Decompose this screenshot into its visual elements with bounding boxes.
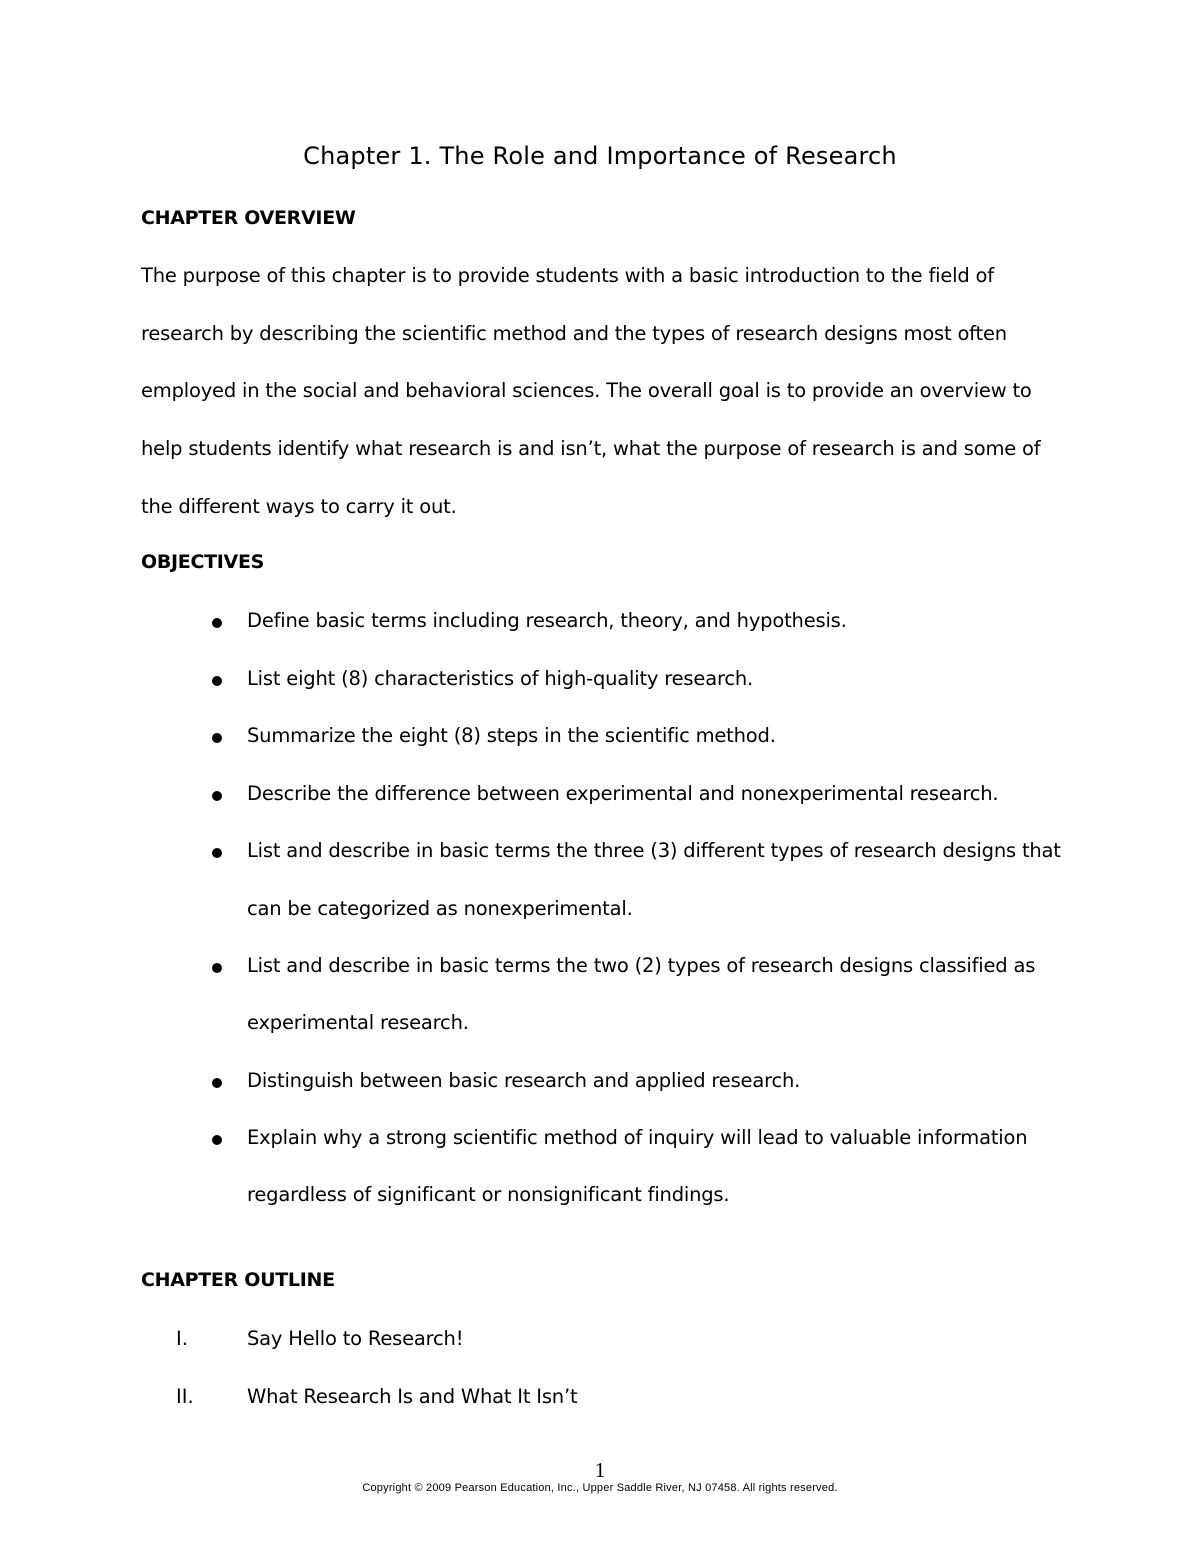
overview-line: employed in the social and behavioral sciences. The overall goal is to provide an overview to	[141, 379, 1032, 402]
list-item-continuation: can be categorized as nonexperimental.	[247, 897, 633, 920]
objectives-heading: OBJECTIVES	[141, 551, 265, 573]
overview-heading: CHAPTER OVERVIEW	[141, 207, 356, 229]
bullet-icon	[212, 1078, 222, 1088]
overview-line: The purpose of this chapter is to provide students with a basic introduction to the field of	[141, 264, 994, 287]
list-item: Distinguish between basic research and applied research.	[247, 1069, 801, 1092]
outline-numeral: I.	[176, 1327, 188, 1350]
bullet-icon	[212, 1135, 222, 1145]
outline-numeral: II.	[176, 1385, 194, 1408]
bullet-icon	[212, 848, 222, 858]
bullet-icon	[212, 791, 222, 801]
list-item: Summarize the eight (8) steps in the scientific method.	[247, 724, 776, 747]
list-item: Describe the difference between experimental and nonexperimental research.	[247, 782, 999, 805]
outline-item: What Research Is and What It Isn’t	[247, 1385, 578, 1408]
overview-line: help students identify what research is and isn’t, what the purpose of research is and some of	[141, 437, 1041, 460]
page-number: 1	[594, 1458, 606, 1482]
bullet-icon	[212, 733, 222, 743]
overview-line: research by describing the scientific method and the types of research designs most often	[141, 322, 1007, 345]
list-item: List and describe in basic terms the two (2) types of research designs classified as	[247, 954, 1036, 977]
bullet-icon	[212, 676, 222, 686]
bullet-icon	[212, 618, 222, 628]
list-item-continuation: experimental research.	[247, 1011, 469, 1034]
outline-item: Say Hello to Research!	[247, 1327, 464, 1350]
list-item: Explain why a strong scientific method of inquiry will lead to valuable information	[247, 1126, 1028, 1149]
list-item: List eight (8) characteristics of high-quality research.	[247, 667, 754, 690]
copyright-notice: Copyright © 2009 Pearson Education, Inc., Upper Saddle River, NJ 07458. All rights reserved.	[362, 1482, 838, 1494]
chapter-title: Chapter 1. The Role and Importance of Research	[303, 142, 897, 170]
outline-heading: CHAPTER OUTLINE	[141, 1269, 335, 1291]
overview-line: the different ways to carry it out.	[141, 495, 457, 518]
bullet-icon	[212, 963, 222, 973]
list-item-continuation: regardless of significant or nonsignificant findings.	[247, 1183, 730, 1206]
list-item: Define basic terms including research, theory, and hypothesis.	[247, 609, 847, 632]
list-item: List and describe in basic terms the three (3) different types of research designs that	[247, 839, 1061, 862]
